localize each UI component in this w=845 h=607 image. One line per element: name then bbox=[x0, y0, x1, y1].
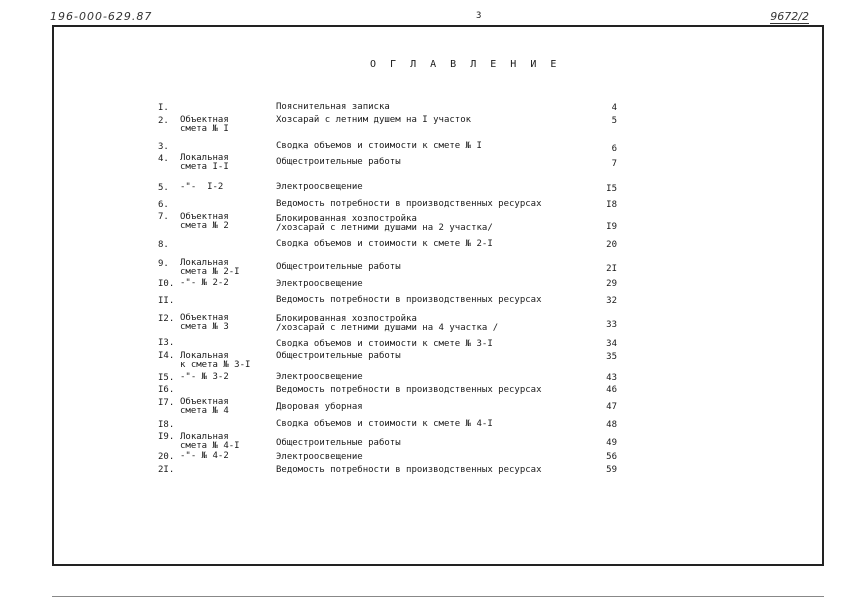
toc-number: I6. bbox=[158, 385, 175, 395]
toc-page-number: 56 bbox=[606, 452, 617, 462]
toc-page-number: 29 bbox=[606, 279, 617, 289]
toc-estimate-label: -"- № 2-2 bbox=[180, 278, 229, 288]
toc-entry-text: Общестроительные работы bbox=[276, 438, 401, 448]
toc-number: I8. bbox=[158, 420, 175, 430]
toc-page-number: I5 bbox=[606, 184, 617, 194]
toc-number: I2. bbox=[158, 314, 175, 324]
toc-page-number: 35 bbox=[606, 352, 617, 362]
toc-page-number: 32 bbox=[606, 296, 617, 306]
toc-number: 2. bbox=[158, 116, 169, 126]
toc-entry-text: Пояснительная записка bbox=[276, 102, 390, 112]
toc-number: 6. bbox=[158, 200, 169, 210]
toc-entry-text: Сводка объемов и стоимости к смете № 2-I bbox=[276, 239, 493, 249]
toc-entry-text: Ведомость потребности в производственных ресурсах bbox=[276, 465, 542, 475]
toc-number: 9. bbox=[158, 259, 169, 269]
toc-number: I. bbox=[158, 103, 169, 113]
toc-number: I4. bbox=[158, 351, 175, 361]
toc-number: 8. bbox=[158, 240, 169, 250]
toc-number: II. bbox=[158, 296, 175, 306]
toc-page-number: 34 bbox=[606, 339, 617, 349]
toc-number: 4. bbox=[158, 154, 169, 164]
toc-entry-text: Общестроительные работы bbox=[276, 157, 401, 167]
toc-estimate-label: -"- № 4-2 bbox=[180, 451, 229, 461]
toc-entry-text: Электроосвещение bbox=[276, 372, 363, 382]
toc-estimate-label: Объектная смета № 2 bbox=[180, 212, 229, 231]
toc-page-number: 20 bbox=[606, 240, 617, 250]
toc-page-number: 7 bbox=[611, 159, 617, 169]
toc-page-number: 59 bbox=[606, 465, 617, 475]
toc-entry-text: Ведомость потребности в производственных ресурсах bbox=[276, 199, 542, 209]
toc-page-number: 48 bbox=[606, 420, 617, 430]
toc-estimate-label: Локальная смета № 4-I bbox=[180, 432, 240, 451]
toc-entry-text: Хозсарай с летним душем на I участок bbox=[276, 115, 472, 125]
toc-estimate-label: Локальная к смета № 3-I bbox=[180, 351, 251, 370]
toc-entry-text: Общестроительные работы bbox=[276, 351, 401, 361]
toc-page-number: 46 bbox=[606, 385, 617, 395]
toc-page-number: I9 bbox=[606, 222, 617, 232]
toc-number: 5. bbox=[158, 183, 169, 193]
toc-page-number: 43 bbox=[606, 373, 617, 383]
toc-entry-text: Сводка объемов и стоимости к смете № I bbox=[276, 141, 482, 151]
bottom-rule bbox=[52, 596, 824, 597]
toc-estimate-label: Локальная смета № 2-I bbox=[180, 258, 240, 277]
toc-page-number: 4 bbox=[611, 103, 617, 113]
toc-page-number: 2I bbox=[606, 264, 617, 274]
toc-number: I3. bbox=[158, 338, 175, 348]
toc-page-number: I8 bbox=[606, 200, 617, 210]
toc-estimate-label: Объектная смета № I bbox=[180, 115, 229, 134]
toc-number: I0. bbox=[158, 279, 175, 289]
sheet-reference-text: 9672/2 bbox=[770, 10, 809, 23]
toc-page-number: 49 bbox=[606, 438, 617, 448]
toc-entry-text: Общестроительные работы bbox=[276, 262, 401, 272]
toc-entry-text: Электроосвещение bbox=[276, 279, 363, 289]
toc-page-number: 33 bbox=[606, 320, 617, 330]
toc-entry-text: Ведомость потребности в производственных ресурсах bbox=[276, 295, 542, 305]
toc-number: 20. bbox=[158, 452, 175, 462]
toc-number: 2I. bbox=[158, 465, 175, 475]
toc-estimate-label: -"- I-2 bbox=[180, 182, 224, 192]
toc-estimate-label: Объектная смета № 4 bbox=[180, 397, 229, 416]
toc-entry-text: Ведомость потребности в производственных ресурсах bbox=[276, 385, 542, 395]
toc-estimate-label: Локальная смета I-I bbox=[180, 153, 229, 172]
toc-entry-text: Блокированная хозпостройка /хозсарай с летними душами на 2 участка/ bbox=[276, 214, 493, 233]
toc-entry-text: Электроосвещение bbox=[276, 452, 363, 462]
toc-number: I5. bbox=[158, 373, 175, 383]
toc-number: 7. bbox=[158, 212, 169, 222]
page-number: 3 bbox=[476, 11, 482, 21]
toc-number: 3. bbox=[158, 142, 169, 152]
toc-estimate-label: -"- № 3-2 bbox=[180, 372, 229, 382]
toc-number: I9. bbox=[158, 432, 175, 442]
toc-title: О Г Л А В Л Е Н И Е bbox=[370, 59, 561, 70]
document-code: 196-000-629.87 bbox=[50, 10, 153, 23]
toc-entry-text: Дворовая уборная bbox=[276, 402, 363, 412]
toc-entry-text: Блокированная хозпостройка /хозсарай с летними душами на 4 участка / bbox=[276, 314, 499, 333]
toc-entry-text: Сводка объемов и стоимости к смете № 4-I bbox=[276, 419, 493, 429]
toc-number: I7. bbox=[158, 398, 175, 408]
toc-page-number: 5 bbox=[611, 116, 617, 126]
toc-page-number: 47 bbox=[606, 402, 617, 412]
toc-estimate-label: Объектная смета № 3 bbox=[180, 313, 229, 332]
toc-entry-text: Электроосвещение bbox=[276, 182, 363, 192]
toc-page-number: 6 bbox=[611, 144, 617, 154]
toc-entry-text: Сводка объемов и стоимости к смете № 3-I bbox=[276, 339, 493, 349]
